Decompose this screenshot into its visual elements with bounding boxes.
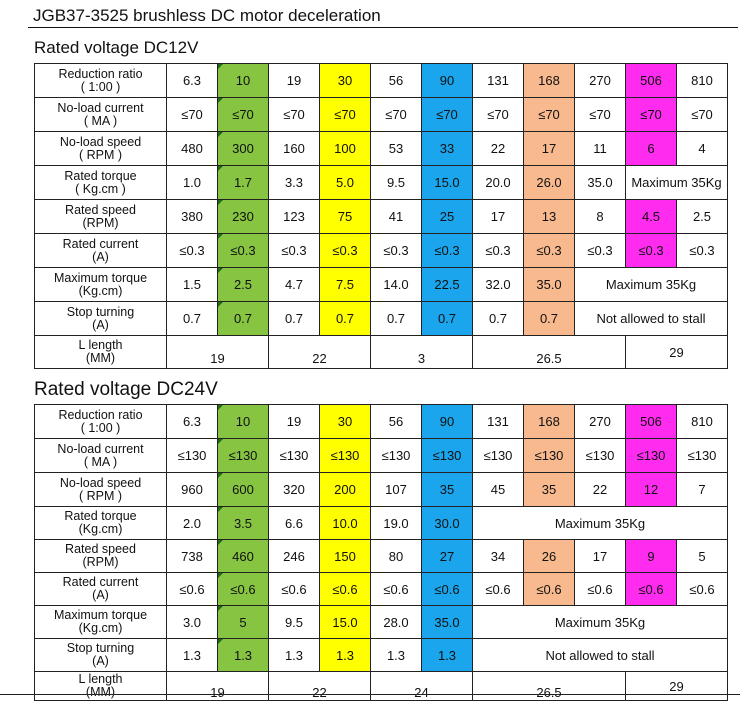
value-cell: 2.5 — [677, 200, 728, 234]
value-cell: 10 — [218, 405, 269, 439]
note-cell: Not allowed to stall — [473, 639, 728, 672]
label-unit: (A) — [92, 317, 109, 332]
label-unit: (Kg.cm) — [78, 283, 123, 298]
spec-table-dc24 — [34, 404, 728, 701]
value-cell: ≤130 — [524, 439, 575, 473]
label-name: No-load speed — [59, 475, 142, 490]
value-cell: ≤0.3 — [320, 234, 371, 268]
value-cell: 7.5 — [320, 268, 371, 302]
value-cell: 270 — [575, 405, 626, 439]
label-name: Rated torque — [64, 509, 137, 523]
value-cell: ≤70 — [524, 98, 575, 132]
row-length — [35, 336, 728, 369]
value-cell: 9.5 — [269, 606, 320, 639]
value-cell: 6.3 — [167, 64, 218, 98]
label-name: Stop turning — [66, 641, 135, 655]
value-cell: ≤130 — [167, 439, 218, 473]
value-cell: ≤0.6 — [422, 573, 473, 606]
value-cell: 3.3 — [269, 166, 320, 200]
value-cell: ≤0.3 — [575, 234, 626, 268]
value-cell: 22.5 — [422, 268, 473, 302]
value-cell: ≤70 — [167, 98, 218, 132]
value-cell: 9.5 — [371, 166, 422, 200]
value-cell: 230 — [218, 200, 269, 234]
label-name: Rated speed — [65, 202, 136, 217]
label-name: Rated current — [62, 575, 139, 589]
value-cell: 810 — [677, 405, 728, 439]
length-cell: 19 — [167, 672, 269, 701]
value-cell: 2.0 — [167, 507, 218, 540]
value-cell: 5.0 — [320, 166, 371, 200]
row-label — [35, 639, 167, 672]
row-length — [35, 672, 728, 701]
row-label — [35, 132, 167, 166]
value-cell: 90 — [422, 64, 473, 98]
value-cell: 27 — [422, 540, 473, 573]
value-cell: 34 — [473, 540, 524, 573]
value-cell: 19.0 — [371, 507, 422, 540]
value-cell: 1.7 — [218, 166, 269, 200]
value-cell: 2.5 — [218, 268, 269, 302]
value-cell: 0.7 — [218, 302, 269, 336]
label-name: Reduction ratio — [58, 66, 143, 81]
label-name: Rated current — [62, 236, 139, 251]
label-name: L length — [78, 338, 123, 352]
value-cell: ≤70 — [218, 98, 269, 132]
value-cell: 25 — [422, 200, 473, 234]
length-cell: 24 — [371, 672, 473, 701]
value-cell: 53 — [371, 132, 422, 166]
row-max-torque — [35, 268, 728, 302]
title-divider — [28, 27, 738, 28]
value-cell: ≤0.3 — [524, 234, 575, 268]
value-cell: ≤130 — [677, 439, 728, 473]
row-label — [35, 336, 167, 369]
label-name: Stop turning — [66, 304, 135, 319]
row-ratio — [35, 64, 728, 98]
note-cell: Maximum 35Kg — [473, 606, 728, 639]
value-cell: 168 — [524, 64, 575, 98]
value-cell: ≤0.3 — [626, 234, 677, 268]
value-cell: 0.7 — [320, 302, 371, 336]
value-cell: 131 — [473, 405, 524, 439]
value-cell: 3.5 — [218, 507, 269, 540]
value-cell: 100 — [320, 132, 371, 166]
length-cell: 26.5 — [473, 336, 626, 369]
value-cell: 12 — [626, 473, 677, 507]
label-unit: ( MA ) — [83, 113, 118, 128]
value-cell: 45 — [473, 473, 524, 507]
value-cell: 5 — [218, 606, 269, 639]
value-cell: 200 — [320, 473, 371, 507]
value-cell: 960 — [167, 473, 218, 507]
value-cell: 0.7 — [269, 302, 320, 336]
value-cell: 20.0 — [473, 166, 524, 200]
value-cell: 14.0 — [371, 268, 422, 302]
length-cell: 22 — [269, 672, 371, 701]
label-name: Reduction ratio — [58, 407, 143, 422]
label-unit: (Kg.cm) — [78, 522, 123, 536]
label-unit: (A) — [92, 654, 109, 668]
value-cell: 56 — [371, 405, 422, 439]
value-cell: 1.3 — [371, 639, 422, 672]
row-label — [35, 200, 167, 234]
label-name: Maximum torque — [53, 270, 148, 285]
value-cell: 6 — [626, 132, 677, 166]
note-cell: Maximum 35Kg — [626, 166, 728, 200]
value-cell: 480 — [167, 132, 218, 166]
value-cell: ≤0.6 — [371, 573, 422, 606]
value-cell: 26.0 — [524, 166, 575, 200]
row-noload-current — [35, 439, 728, 473]
note-cell: Not allowed to stall — [575, 302, 728, 336]
row-label — [35, 234, 167, 268]
value-cell: 30 — [320, 405, 371, 439]
length-cell: 29 — [626, 336, 728, 369]
label-unit: ( MA ) — [83, 454, 118, 469]
row-label — [35, 98, 167, 132]
value-cell: 10.0 — [320, 507, 371, 540]
value-cell: ≤0.3 — [218, 234, 269, 268]
value-cell: 6.3 — [167, 405, 218, 439]
bottom-divider — [0, 694, 740, 695]
label-name: No-load current — [57, 441, 144, 456]
length-cell: 26.5 — [473, 672, 626, 701]
value-cell: 17 — [473, 200, 524, 234]
value-cell: ≤0.6 — [626, 573, 677, 606]
value-cell: ≤70 — [320, 98, 371, 132]
row-label — [35, 672, 167, 701]
value-cell: 15.0 — [422, 166, 473, 200]
value-cell: 160 — [269, 132, 320, 166]
value-cell: 131 — [473, 64, 524, 98]
section-title-dc12: Rated voltage DC12V — [34, 38, 199, 57]
value-cell: 22 — [473, 132, 524, 166]
row-label — [35, 268, 167, 302]
row-rated-torque — [35, 166, 728, 200]
row-label — [35, 166, 167, 200]
value-cell: ≤130 — [473, 439, 524, 473]
row-label — [35, 573, 167, 606]
value-cell: ≤130 — [575, 439, 626, 473]
value-cell: ≤130 — [218, 439, 269, 473]
value-cell: ≤70 — [422, 98, 473, 132]
value-cell: ≤130 — [320, 439, 371, 473]
value-cell: ≤0.3 — [371, 234, 422, 268]
row-label — [35, 439, 167, 473]
value-cell: 19 — [269, 64, 320, 98]
label-name: No-load speed — [59, 134, 142, 149]
row-label — [35, 64, 167, 98]
value-cell: 75 — [320, 200, 371, 234]
label-unit: ( RPM ) — [78, 488, 123, 503]
value-cell: 6.6 — [269, 507, 320, 540]
value-cell: 28.0 — [371, 606, 422, 639]
value-cell: 1.0 — [167, 166, 218, 200]
value-cell: 17 — [524, 132, 575, 166]
row-stop-turning — [35, 302, 728, 336]
page-title: JGB37-3525 brushless DC motor deceleration — [33, 6, 381, 25]
value-cell: 0.7 — [473, 302, 524, 336]
value-cell: 3.0 — [167, 606, 218, 639]
label-unit: ( Kg.cm ) — [75, 181, 126, 196]
row-rated-torque — [35, 507, 728, 540]
label-unit: (MM) — [85, 685, 116, 699]
length-cell: 29 — [626, 672, 728, 701]
value-cell: ≤0.6 — [677, 573, 728, 606]
value-cell: ≤0.3 — [167, 234, 218, 268]
note-cell: Maximum 35Kg — [575, 268, 728, 302]
row-label — [35, 540, 167, 573]
value-cell: 810 — [677, 64, 728, 98]
value-cell: 19 — [269, 405, 320, 439]
value-cell: 32.0 — [473, 268, 524, 302]
length-cell: 22 — [269, 336, 371, 369]
label-name: Maximum torque — [53, 608, 148, 622]
length-cell: 19 — [167, 336, 269, 369]
value-cell: 33 — [422, 132, 473, 166]
value-cell: 1.3 — [269, 639, 320, 672]
row-label — [35, 606, 167, 639]
label-unit: (Kg.cm) — [78, 621, 123, 635]
value-cell: 270 — [575, 64, 626, 98]
value-cell: ≤130 — [626, 439, 677, 473]
note-cell: Maximum 35Kg — [473, 507, 728, 540]
row-max-torque — [35, 606, 728, 639]
value-cell: 1.5 — [167, 268, 218, 302]
value-cell: 1.3 — [218, 639, 269, 672]
value-cell: ≤70 — [575, 98, 626, 132]
value-cell: ≤0.6 — [320, 573, 371, 606]
row-rated-current — [35, 573, 728, 606]
label-unit: ( 1:00 ) — [80, 420, 121, 435]
value-cell: 9 — [626, 540, 677, 573]
row-rated-current — [35, 234, 728, 268]
value-cell: 30.0 — [422, 507, 473, 540]
value-cell: 0.7 — [422, 302, 473, 336]
value-cell: ≤130 — [371, 439, 422, 473]
value-cell: 35 — [422, 473, 473, 507]
value-cell: 246 — [269, 540, 320, 573]
value-cell: 1.3 — [422, 639, 473, 672]
label-unit: (A) — [92, 249, 109, 264]
label-name: Rated speed — [65, 542, 136, 556]
value-cell: ≤70 — [626, 98, 677, 132]
row-stop-turning — [35, 639, 728, 672]
spec-table-dc12 — [34, 63, 728, 369]
value-cell: 0.7 — [371, 302, 422, 336]
value-cell: 320 — [269, 473, 320, 507]
value-cell: ≤0.6 — [575, 573, 626, 606]
length-cell: 3 — [371, 336, 473, 369]
label-name: L length — [78, 672, 123, 686]
value-cell: ≤0.3 — [269, 234, 320, 268]
label-name: Rated torque — [64, 168, 137, 183]
row-label — [35, 473, 167, 507]
label-unit: (A) — [92, 588, 109, 602]
value-cell: 123 — [269, 200, 320, 234]
value-cell: 35.0 — [524, 268, 575, 302]
value-cell: 7 — [677, 473, 728, 507]
value-cell: ≤0.6 — [473, 573, 524, 606]
row-rated-speed — [35, 540, 728, 573]
row-ratio — [35, 405, 728, 439]
label-unit: (MM) — [85, 351, 116, 365]
value-cell: 460 — [218, 540, 269, 573]
value-cell: ≤0.3 — [473, 234, 524, 268]
value-cell: 4 — [677, 132, 728, 166]
value-cell: 90 — [422, 405, 473, 439]
value-cell: 11 — [575, 132, 626, 166]
value-cell: 600 — [218, 473, 269, 507]
value-cell: ≤0.3 — [677, 234, 728, 268]
value-cell: ≤70 — [677, 98, 728, 132]
label-unit: (RPM) — [82, 555, 119, 569]
value-cell: 380 — [167, 200, 218, 234]
value-cell: 0.7 — [167, 302, 218, 336]
row-noload-current — [35, 98, 728, 132]
value-cell: ≤70 — [473, 98, 524, 132]
value-cell: 4.5 — [626, 200, 677, 234]
value-cell: ≤0.6 — [524, 573, 575, 606]
row-noload-speed — [35, 473, 728, 507]
value-cell: 506 — [626, 64, 677, 98]
value-cell: ≤70 — [371, 98, 422, 132]
value-cell: 738 — [167, 540, 218, 573]
value-cell: 1.3 — [167, 639, 218, 672]
label-unit: (RPM) — [82, 215, 119, 230]
row-label — [35, 302, 167, 336]
value-cell: 35 — [524, 473, 575, 507]
row-label — [35, 507, 167, 540]
value-cell: 80 — [371, 540, 422, 573]
row-label — [35, 405, 167, 439]
value-cell: 506 — [626, 405, 677, 439]
value-cell: 17 — [575, 540, 626, 573]
value-cell: 300 — [218, 132, 269, 166]
value-cell: ≤130 — [269, 439, 320, 473]
value-cell: ≤0.6 — [218, 573, 269, 606]
section-title-dc24: Rated voltage DC24V — [34, 379, 218, 400]
label-name: No-load current — [57, 100, 144, 115]
value-cell: 168 — [524, 405, 575, 439]
value-cell: 10 — [218, 64, 269, 98]
value-cell: 4.7 — [269, 268, 320, 302]
value-cell: ≤130 — [422, 439, 473, 473]
label-unit: ( 1:00 ) — [80, 79, 121, 94]
value-cell: 35.0 — [575, 166, 626, 200]
value-cell: 13 — [524, 200, 575, 234]
value-cell: 1.3 — [320, 639, 371, 672]
value-cell: ≤70 — [269, 98, 320, 132]
value-cell: 150 — [320, 540, 371, 573]
value-cell: 8 — [575, 200, 626, 234]
row-noload-speed — [35, 132, 728, 166]
value-cell: ≤0.3 — [422, 234, 473, 268]
value-cell: ≤0.6 — [167, 573, 218, 606]
value-cell: ≤0.6 — [269, 573, 320, 606]
value-cell: 30 — [320, 64, 371, 98]
value-cell: 15.0 — [320, 606, 371, 639]
value-cell: 0.7 — [524, 302, 575, 336]
value-cell: 56 — [371, 64, 422, 98]
value-cell: 26 — [524, 540, 575, 573]
label-unit: ( RPM ) — [78, 147, 123, 162]
value-cell: 35.0 — [422, 606, 473, 639]
value-cell: 107 — [371, 473, 422, 507]
value-cell: 41 — [371, 200, 422, 234]
value-cell: 5 — [677, 540, 728, 573]
value-cell: 22 — [575, 473, 626, 507]
row-rated-speed — [35, 200, 728, 234]
